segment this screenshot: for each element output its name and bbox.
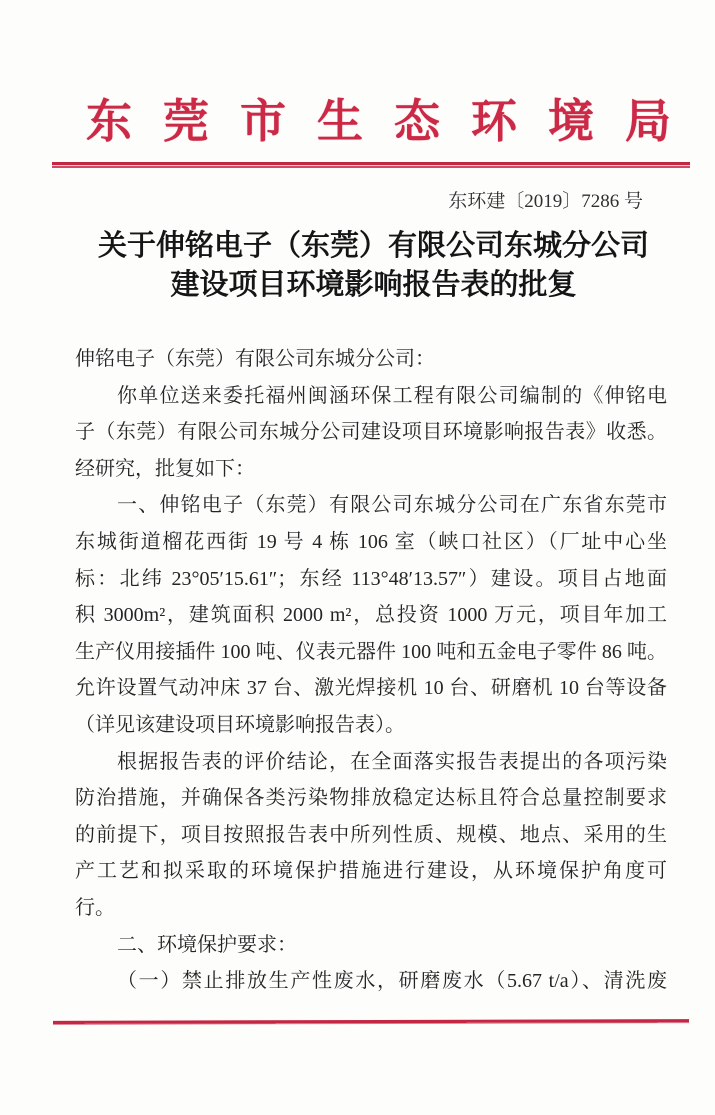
document-title-line2: 建设项目环境影响报告表的批复 bbox=[170, 269, 577, 301]
body-line: 子（东莞）有限公司东城分公司建设项目环境影响报告表》收悉。 bbox=[75, 421, 667, 444]
body-line: 的前提下，项目按照报告表中所列性质、规模、地点、采用的生 bbox=[75, 823, 667, 846]
body-line: 经研究，批复如下： bbox=[75, 457, 255, 480]
body-line: 允许设置气动冲床 37 台、激光焊接机 10 台、研磨机 10 台等设备 bbox=[75, 677, 667, 700]
agency-masthead: 东莞市生态环境局 bbox=[86, 96, 702, 147]
body-line: 标：北纬 23°05′15.61″；东经 113°48′13.57″）建设。项目占地面 bbox=[75, 567, 667, 590]
body-line: 二、环境保护要求： bbox=[117, 933, 297, 956]
body-line: 防治措施，并确保各类污染物排放稳定达标且符合总量控制要求 bbox=[75, 787, 667, 810]
body-line: 伸铭电子（东莞）有限公司东城分公司： bbox=[75, 348, 435, 370]
body-line: 东城街道榴花西街 19 号 4 栋 106 室（峡口社区）（厂址中心坐 bbox=[75, 530, 667, 553]
red-header-rule bbox=[52, 162, 690, 168]
document-number: 东环建〔2019〕7286 号 bbox=[448, 191, 643, 212]
body-line: （一）禁止排放生产性废水，研磨废水（5.67 t/a）、清洗废 bbox=[117, 970, 667, 993]
body-line: 产工艺和拟采取的环境保护措施进行建设，从环境保护角度可 bbox=[75, 860, 667, 883]
document-title-line1: 关于伸铭电子（东莞）有限公司东城分公司 bbox=[97, 230, 649, 262]
body-line: 你单位送来委托福州闽涵环保工程有限公司编制的《伸铭电 bbox=[117, 384, 667, 407]
body-line: 根据报告表的评价结论，在全面落实报告表提出的各项污染 bbox=[117, 750, 667, 773]
document-body bbox=[75, 341, 667, 1000]
body-line: 一、伸铭电子（东莞）有限公司东城分公司在广东省东莞市 bbox=[117, 494, 667, 517]
body-line: 行。 bbox=[75, 896, 115, 919]
body-line: （详见该建设项目环境影响报告表）。 bbox=[75, 713, 405, 736]
body-line: 生产仪用接插件 100 吨、仪表元器件 100 吨和五金电子零件 86 吨。 bbox=[75, 640, 667, 663]
body-line: 积 3000m²，建筑面积 2000 m²，总投资 1000 万元，项目年加工 bbox=[75, 604, 667, 627]
footer-rule bbox=[53, 1019, 689, 1025]
document-title bbox=[16, 227, 715, 305]
